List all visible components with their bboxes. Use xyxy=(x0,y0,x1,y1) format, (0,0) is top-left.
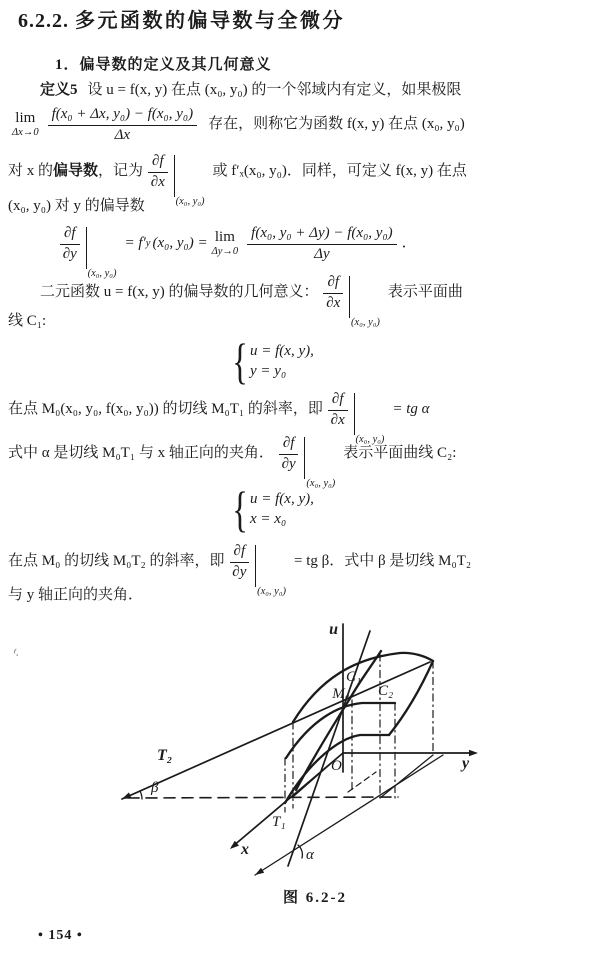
fraction: $\frac{\partial f}{\partial y}$ xyxy=(279,435,299,473)
y-axis-arrowhead xyxy=(469,750,478,756)
section-title-text: 多元函数的偏导数与全微分 xyxy=(75,10,345,32)
alpha-line-arrowhead xyxy=(255,868,264,875)
eq-limit-x-after: 存在，则称它为函数 f(x, y) 在点 (x₀, y₀) xyxy=(208,116,465,133)
para-alpha: 式中 α 是切线 M₀T₁ 与 x 轴正向的夹角． $\frac{\partial f}{\partial y}$ (x₀, y₀) 表示平面曲线 C₂: xyxy=(8,435,457,490)
para-geometric-line2: 线 C₁: xyxy=(8,313,47,329)
fraction: $\frac{\text{f(x₀ + Δx, y₀) − f(x₀, y₀)}}{\Delta x}$ xyxy=(48,106,198,144)
c2-label: C₂ xyxy=(378,683,394,699)
definition-label: 定义5 xyxy=(40,82,78,98)
eq-pdy: $\frac{\partial f}{\partial y}$ (x₀, y₀) = f′ y (x₀, y₀) = lim Δy→0 $\frac{\text{f(x₀, y₀ + Δy) − f(x₀, y₀)}}{\Delta y}$ ． xyxy=(55,219,417,269)
y-axis-label: y xyxy=(462,755,470,772)
definition-text: 设 u = f(x, y) 在点 (x₀, y₀) 的一个邻域内有定义，如果极限 xyxy=(87,82,462,98)
alpha-label: α xyxy=(306,847,314,863)
origin-label: O xyxy=(331,758,342,774)
beta-dashed-line xyxy=(128,797,398,798)
t2-arrowhead xyxy=(122,792,132,799)
fraction: $\frac{\text{f(x₀, y₀ + Δy) − f(x₀, y₀)}}{\Delta y}$ xyxy=(247,225,397,263)
eq-limit-x xyxy=(8,102,465,148)
beta-label: β xyxy=(151,780,159,796)
para-tangent-t2-line2: 与 y 轴正向的夹角． xyxy=(8,587,144,603)
term-partial-derivative: 偏导数 xyxy=(53,163,99,180)
base-edge-right xyxy=(380,755,433,798)
eval-bar: (x₀, y₀) xyxy=(304,437,335,479)
fraction: $\frac{\partial f}{\partial x}$ xyxy=(148,153,168,191)
system-row: y = y₀ xyxy=(250,362,287,379)
fraction: $\frac{\partial f}{\partial x}$ xyxy=(328,391,348,429)
eval-bar: (x₀, y₀) xyxy=(86,227,117,269)
system-row: u = f(x, y), xyxy=(250,490,314,507)
c1-label: C₁ xyxy=(346,669,362,685)
lim-block: lim Δy→0 xyxy=(211,229,239,258)
para-definition xyxy=(40,81,461,101)
para-tangent-t2: 在点 M₀ 的切线 M₀T₂ 的斜率，即 $\frac{\partial f}{\partial y}$ (x₀, y₀) = tg β．式中 β 是切线 M₀T₂ xyxy=(8,543,472,598)
fraction: $\frac{\partial f}{\partial x}$ xyxy=(323,274,343,312)
system-row: x = x₀ xyxy=(250,510,287,527)
fraction: $\frac{\partial f}{\partial y}$ xyxy=(60,225,80,263)
beta-angle-arc xyxy=(140,791,142,799)
eval-bar: (x₀, y₀) xyxy=(174,155,205,197)
left-brace: { xyxy=(232,333,248,389)
eval-bar: (x₀, y₀) xyxy=(255,545,286,587)
page-title xyxy=(18,8,345,34)
eval-bar: (x₀, y₀) xyxy=(354,393,385,435)
para-pdy-intro: (x₀, y₀) 对 y 的偏导数 xyxy=(8,198,145,214)
para-pdx: 对 x 的 偏导数 ，记为 $\frac{\partial f}{\partial x}$ (x₀, y₀) 或 f′ₓ(x₀, y₀)．同样，可定义 f(x, y) 在点 xyxy=(8,153,467,208)
figure-6-2-2 xyxy=(60,618,500,886)
eq-system-c2 xyxy=(228,481,314,537)
system-row: u = f(x, y), xyxy=(250,342,314,359)
eq-system-c1 xyxy=(228,333,314,389)
fraction: $\frac{\partial f}{\partial y}$ xyxy=(230,543,250,581)
m0-label: M₀ xyxy=(332,686,350,702)
left-brace: { xyxy=(232,481,248,537)
para-geometric: 二元函数 u = f(x, y) 的偏导数的几何意义： $\frac{\partial f}{\partial x}$ (x₀, y₀) 表示平面曲 xyxy=(40,274,463,329)
t2-label: T₂ xyxy=(157,747,173,764)
curve-c2 xyxy=(286,703,395,758)
x-axis-label: x xyxy=(241,841,249,858)
page-number: • 154 • xyxy=(38,928,83,943)
lim-block: lim Δx→0 xyxy=(12,110,39,139)
sub-y: y xyxy=(145,238,151,250)
para-tangent-t1: 在点 M₀(x₀, y₀, f(x₀, y₀)) 的切线 M₀T₁ 的斜率，即 $\frac{\partial f}{\partial x}$ (x₀, y₀) = tg α xyxy=(8,391,430,446)
ink-smudge: ᶠ˒ xyxy=(12,647,21,660)
eval-bar: (x₀, y₀) xyxy=(349,276,380,318)
figure-caption: 图 6.2-2 xyxy=(283,890,347,906)
sub-heading: 1．偏导数的定义及其几何意义 xyxy=(55,57,272,73)
u-axis-label: u xyxy=(329,621,338,638)
section-number: 6.2.2. xyxy=(18,10,69,32)
t1-label: T₁ xyxy=(272,814,286,830)
surface-top-curve xyxy=(293,653,433,722)
t1-tangent-line xyxy=(288,631,370,866)
